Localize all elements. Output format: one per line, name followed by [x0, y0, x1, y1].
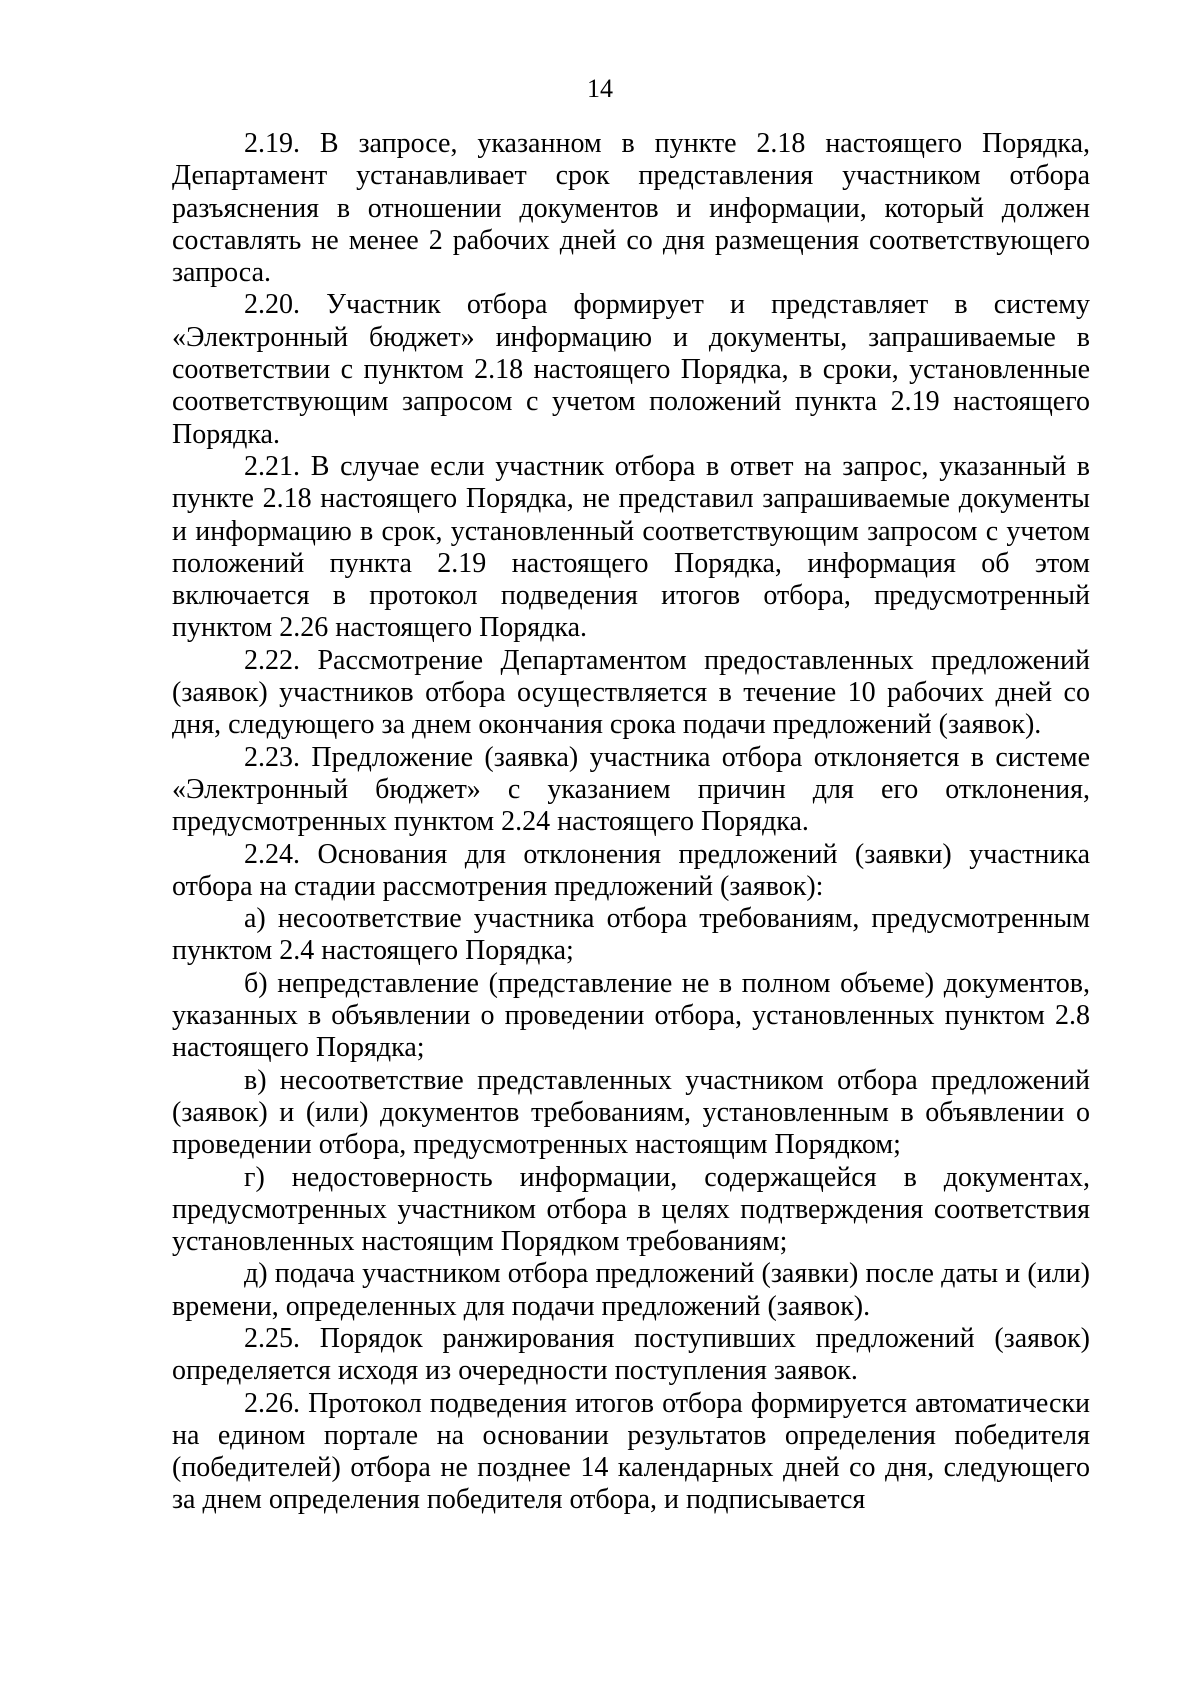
list-item-d: д) подача участником отбора предложений (заявки) после даты и (или) времени, определенных для подачи предложений (заявок). — [172, 1258, 1090, 1322]
paragraph-2-22: 2.22. Рассмотрение Департаментом предоставленных предложений (заявок) участников отбора осуществляется в течение 10 рабочих дней со дня, следующего за днем окончания срока подачи предложений (заявок). — [172, 644, 1090, 741]
list-item-b: б) непредставление (представление не в полном объеме) документов, указанных в объявлении о проведении отбора, установленных пунктом 2.8 настоящего Порядка; — [172, 967, 1090, 1064]
paragraph-2-21: 2.21. В случае если участник отбора в ответ на запрос, указанный в пункте 2.18 настоящего Порядка, не представил запрашиваемые документы и информацию в срок, установленный соответствующим запросом с учетом положений пункта 2.19 настоящего Порядка, информация об этом включается в протокол подведения итогов отбора, предусмотренный пунктом 2.26 настоящего Порядка. — [172, 450, 1090, 644]
list-item-a: а) несоответствие участника отбора требованиям, предусмотренным пунктом 2.4 настоящего Порядка; — [172, 903, 1090, 967]
list-item-g: г) недостоверность информации, содержащейся в документах, предусмотренных участником отбора в целях подтверждения соответствия установленных настоящим Порядком требованиям; — [172, 1161, 1090, 1258]
paragraph-2-23: 2.23. Предложение (заявка) участника отбора отклоняется в системе «Электронный бюджет» с указанием причин для его отклонения, предусмотренных пунктом 2.24 настоящего Порядка. — [172, 741, 1090, 838]
list-item-v: в) несоответствие представленных участником отбора предложений (заявок) и (или) документов требованиям, установленным в объявлении о проведении отбора, предусмотренных настоящим Порядком; — [172, 1064, 1090, 1161]
paragraph-2-24: 2.24. Основания для отклонения предложений (заявки) участника отбора на стадии рассмотрения предложений (заявок): — [172, 838, 1090, 902]
paragraph-2-25: 2.25. Порядок ранжирования поступивших предложений (заявок) определяется исходя из очередности поступления заявок. — [172, 1322, 1090, 1387]
document-body — [172, 128, 1090, 1517]
page-number: 14 — [587, 74, 613, 103]
paragraph-2-20: 2.20. Участник отбора формирует и представляет в систему «Электронный бюджет» информацию и документы, запрашиваемые в соответствии с пунктом 2.18 настоящего Порядка, в сроки, установленные соответствующим запросом с учетом положений пункта 2.19 настоящего Порядка. — [172, 289, 1090, 450]
paragraph-2-26: 2.26. Протокол подведения итогов отбора формируется автоматически на едином портале на основании результатов определения победителя (победителей) отбора не позднее 14 календарных дней со дня, следующего за днем определения победителя отбора, и подписывается — [172, 1387, 1090, 1516]
paragraph-2-19: 2.19. В запросе, указанном в пункте 2.18 настоящего Порядка, Департамент устанавливает срок представления участником отбора разъяснения в отношении документов и информации, который должен составлять не менее 2 рабочих дней со дня размещения соответствующего запроса. — [172, 128, 1090, 289]
